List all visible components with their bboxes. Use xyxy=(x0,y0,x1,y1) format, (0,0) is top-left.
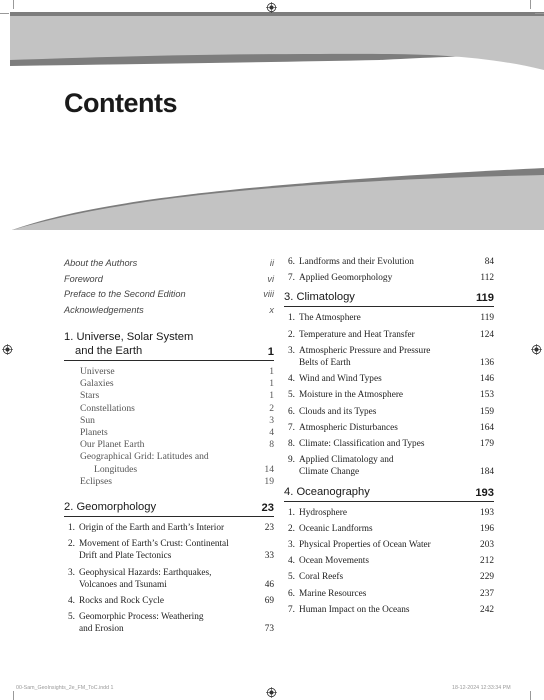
page-number: 3 xyxy=(269,414,274,426)
entry-title: Belts of Earth xyxy=(299,358,351,369)
entry-number: 3. xyxy=(288,345,295,356)
entry-title: Geographical Grid: Latitudes and xyxy=(80,451,209,463)
registration-mark-icon xyxy=(531,344,542,355)
entry-title: Human Impact on the Oceans xyxy=(299,604,410,615)
page-number: 159 xyxy=(480,406,494,417)
page-number: 69 xyxy=(264,596,274,607)
page-number: 112 xyxy=(480,273,494,284)
entry-title: The Atmosphere xyxy=(299,313,361,324)
chapter-heading[interactable] xyxy=(284,290,494,307)
entry-title: Geophysical Hazards: Earthquakes, xyxy=(79,567,212,578)
chapter-title: and the Earth xyxy=(75,345,143,357)
page-number: 164 xyxy=(480,422,494,433)
entry-title: Our Planet Earth xyxy=(80,439,145,451)
page-number: 1 xyxy=(269,378,274,390)
entry-number: 6. xyxy=(288,406,295,417)
chapter-title: 4. Oceanography xyxy=(284,485,370,498)
toc-entry[interactable] xyxy=(284,454,494,478)
entry-title: Temperature and Heat Transfer xyxy=(299,329,415,340)
entry-title: Origin of the Earth and Earth’s Interior xyxy=(79,523,225,534)
front-matter-list xyxy=(64,256,274,318)
page-number: 119 xyxy=(480,313,494,324)
slug-timestamp: 18-12-2024 12:33:34 PM xyxy=(452,685,511,691)
registration-mark-icon xyxy=(266,2,277,13)
entry-title: Longitudes xyxy=(94,463,138,475)
entry-title: Moisture in the Atmosphere xyxy=(299,390,404,401)
entry-number: 6. xyxy=(288,257,295,267)
front-matter-item[interactable] xyxy=(64,272,274,288)
toc-entry[interactable] xyxy=(80,415,274,427)
front-matter-item[interactable] xyxy=(64,256,274,272)
toc-entry[interactable] xyxy=(64,595,274,607)
page-number: 23 xyxy=(264,523,274,534)
toc-entry[interactable] xyxy=(284,539,494,551)
toc-entry[interactable] xyxy=(284,406,494,418)
chapter-heading[interactable] xyxy=(284,485,494,502)
toc-entry[interactable] xyxy=(284,272,494,284)
page-number: 84 xyxy=(484,257,494,267)
entry-title: Applied Geomorphology xyxy=(299,273,393,284)
page-number: 136 xyxy=(480,358,494,369)
entry-title: Stars xyxy=(80,390,100,402)
toc-entry[interactable] xyxy=(80,427,274,439)
registration-mark-icon xyxy=(2,344,13,355)
page-number: 1 xyxy=(269,366,274,377)
page-number: 242 xyxy=(480,604,494,615)
page-number: 73 xyxy=(264,624,274,635)
entry-title: Wind and Wind Types xyxy=(299,374,382,385)
entry-title: Atmospheric Pressure and Pressure xyxy=(299,345,431,356)
entry-title: Landforms and their Evolution xyxy=(299,257,414,267)
page-number: ii xyxy=(269,258,274,268)
page-number: 2 xyxy=(269,402,274,414)
page-number: 237 xyxy=(480,588,494,599)
toc-entry[interactable] xyxy=(284,588,494,600)
chapter-title: 1. Universe, Solar System xyxy=(64,331,194,343)
toc-entry[interactable] xyxy=(284,604,494,616)
chapter-entries xyxy=(64,522,274,636)
toc-entry[interactable] xyxy=(64,567,274,591)
chapter-title: 3. Climatology xyxy=(284,291,355,304)
crop-mark xyxy=(530,691,531,700)
toc-entry[interactable] xyxy=(64,522,274,534)
page-number: vi xyxy=(267,273,274,284)
entry-number: 9. xyxy=(288,455,295,466)
toc-entry[interactable] xyxy=(284,256,494,268)
page-number: viii xyxy=(263,289,274,299)
page-number: 229 xyxy=(480,572,494,583)
page-number: 179 xyxy=(480,439,494,450)
page-number: 193 xyxy=(475,486,494,499)
entry-title: Acknowledgements xyxy=(64,304,144,315)
entry-title: Drift and Plate Tectonics xyxy=(79,551,172,562)
entry-title: Constellations xyxy=(80,402,135,414)
toc-entry[interactable] xyxy=(284,345,494,369)
chapter-heading[interactable] xyxy=(64,500,274,517)
toc-entry[interactable] xyxy=(284,555,494,567)
page-number: 184 xyxy=(480,467,494,478)
entry-number: 7. xyxy=(288,604,295,615)
entry-title: Volcanoes and Tsunami xyxy=(79,579,167,590)
toc-entry[interactable] xyxy=(80,403,274,415)
page-number: 19 xyxy=(264,475,274,487)
page-number: 8 xyxy=(269,439,274,451)
entry-title: Climate Change xyxy=(299,467,360,478)
slug-filename: 00-Sam_GeoInsights_2e_FM_ToC.indd 1 xyxy=(16,685,114,691)
page-number: 153 xyxy=(480,390,494,401)
crop-mark xyxy=(530,0,531,9)
page-number: 1 xyxy=(267,346,274,358)
page-number: 203 xyxy=(480,540,494,551)
entry-title: Planets xyxy=(80,427,108,439)
toc-entry[interactable] xyxy=(284,389,494,401)
entry-title: Galaxies xyxy=(80,378,114,390)
entry-title: Eclipses xyxy=(80,475,112,487)
entry-number: 8. xyxy=(288,439,295,450)
entry-title: Rocks and Rock Cycle xyxy=(79,596,164,607)
page-number: 1 xyxy=(269,390,274,402)
toc-entry[interactable] xyxy=(284,438,494,450)
toc-entry[interactable] xyxy=(284,422,494,434)
crop-mark xyxy=(0,13,9,14)
entry-title: Movement of Earth’s Crust: Continental xyxy=(79,539,229,550)
entry-title: Oceanic Landforms xyxy=(299,523,373,534)
toc-entry[interactable] xyxy=(64,538,274,562)
entry-number: 1. xyxy=(288,313,295,324)
chapter-heading[interactable] xyxy=(64,330,274,361)
toc-entry[interactable] xyxy=(284,523,494,535)
page-number: 146 xyxy=(480,374,494,385)
entry-title: Climate: Classification and Types xyxy=(299,439,425,450)
entry-number: 4. xyxy=(288,556,295,567)
page-number: 119 xyxy=(475,292,494,305)
entry-number: 7. xyxy=(288,273,295,284)
crop-mark xyxy=(535,13,544,14)
entry-number: 7. xyxy=(288,422,295,433)
toc-entry[interactable] xyxy=(284,571,494,583)
entry-title: Clouds and its Types xyxy=(299,406,377,417)
page-number: x xyxy=(269,304,274,315)
entry-title: Applied Climatology and xyxy=(299,455,394,466)
entry-title: Coral Reefs xyxy=(299,572,344,583)
entry-title: Geomorphic Process: Weathering xyxy=(79,612,204,623)
entry-title: Atmospheric Disturbances xyxy=(299,422,398,433)
chapter-entries xyxy=(284,256,494,284)
toc-entry[interactable] xyxy=(80,366,274,378)
page-number: 4 xyxy=(269,427,274,439)
entry-title: Sun xyxy=(80,414,95,426)
toc-entry[interactable] xyxy=(284,312,494,324)
page-number: 124 xyxy=(480,329,494,340)
entry-title: About the Authors xyxy=(64,258,138,268)
entry-number: 6. xyxy=(288,588,295,599)
page-number: 33 xyxy=(264,551,274,562)
crop-mark xyxy=(13,691,14,700)
entry-title: Hydrosphere xyxy=(299,507,348,518)
page-title: Contents xyxy=(64,88,177,118)
entry-number: 5. xyxy=(288,390,295,401)
chapter-title: 2. Geomorphology xyxy=(64,501,157,514)
entry-number: 1. xyxy=(288,507,295,518)
entry-number: 5. xyxy=(68,612,75,623)
entry-number: 4. xyxy=(68,596,75,607)
entry-number: 2. xyxy=(288,329,295,340)
toc-entry[interactable] xyxy=(80,451,274,475)
page-number: 196 xyxy=(480,523,494,534)
entry-number: 4. xyxy=(288,374,295,385)
page-number: 14 xyxy=(264,463,274,475)
toc-entry[interactable] xyxy=(80,439,274,451)
page-number: 23 xyxy=(261,502,274,515)
toc-entry[interactable] xyxy=(80,378,274,390)
toc-entry[interactable] xyxy=(284,507,494,519)
toc-entry[interactable] xyxy=(80,476,274,488)
entry-title: Preface to the Second Edition xyxy=(64,289,186,299)
front-matter-item[interactable] xyxy=(64,303,274,319)
chapter-entries xyxy=(284,312,494,478)
page-number: 46 xyxy=(264,579,274,590)
entry-number: 2. xyxy=(288,523,295,534)
registration-mark-icon xyxy=(266,687,277,698)
page-number: 193 xyxy=(480,507,494,518)
entry-title: Universe xyxy=(80,366,115,377)
entry-title: Marine Resources xyxy=(299,588,367,599)
toc-column-left xyxy=(64,256,274,640)
entry-title: Foreword xyxy=(64,273,103,284)
entry-number: 2. xyxy=(68,539,75,550)
entry-number: 3. xyxy=(288,540,295,551)
entry-title: Ocean Movements xyxy=(299,556,369,567)
toc-entry[interactable] xyxy=(284,329,494,341)
toc-column-right xyxy=(284,256,494,620)
entry-number: 5. xyxy=(288,572,295,583)
toc-entry[interactable] xyxy=(64,611,274,635)
page-number: 212 xyxy=(480,556,494,567)
chapter-entries xyxy=(284,507,494,616)
toc-entry[interactable] xyxy=(284,373,494,385)
entry-title: Physical Properties of Ocean Water xyxy=(299,540,431,551)
front-matter-item[interactable] xyxy=(64,287,274,303)
chapter-entries xyxy=(64,366,274,488)
entry-number: 3. xyxy=(68,567,75,578)
entry-number: 1. xyxy=(68,523,75,534)
toc-entry[interactable] xyxy=(80,390,274,402)
entry-title: and Erosion xyxy=(79,624,124,635)
crop-mark xyxy=(13,0,14,9)
